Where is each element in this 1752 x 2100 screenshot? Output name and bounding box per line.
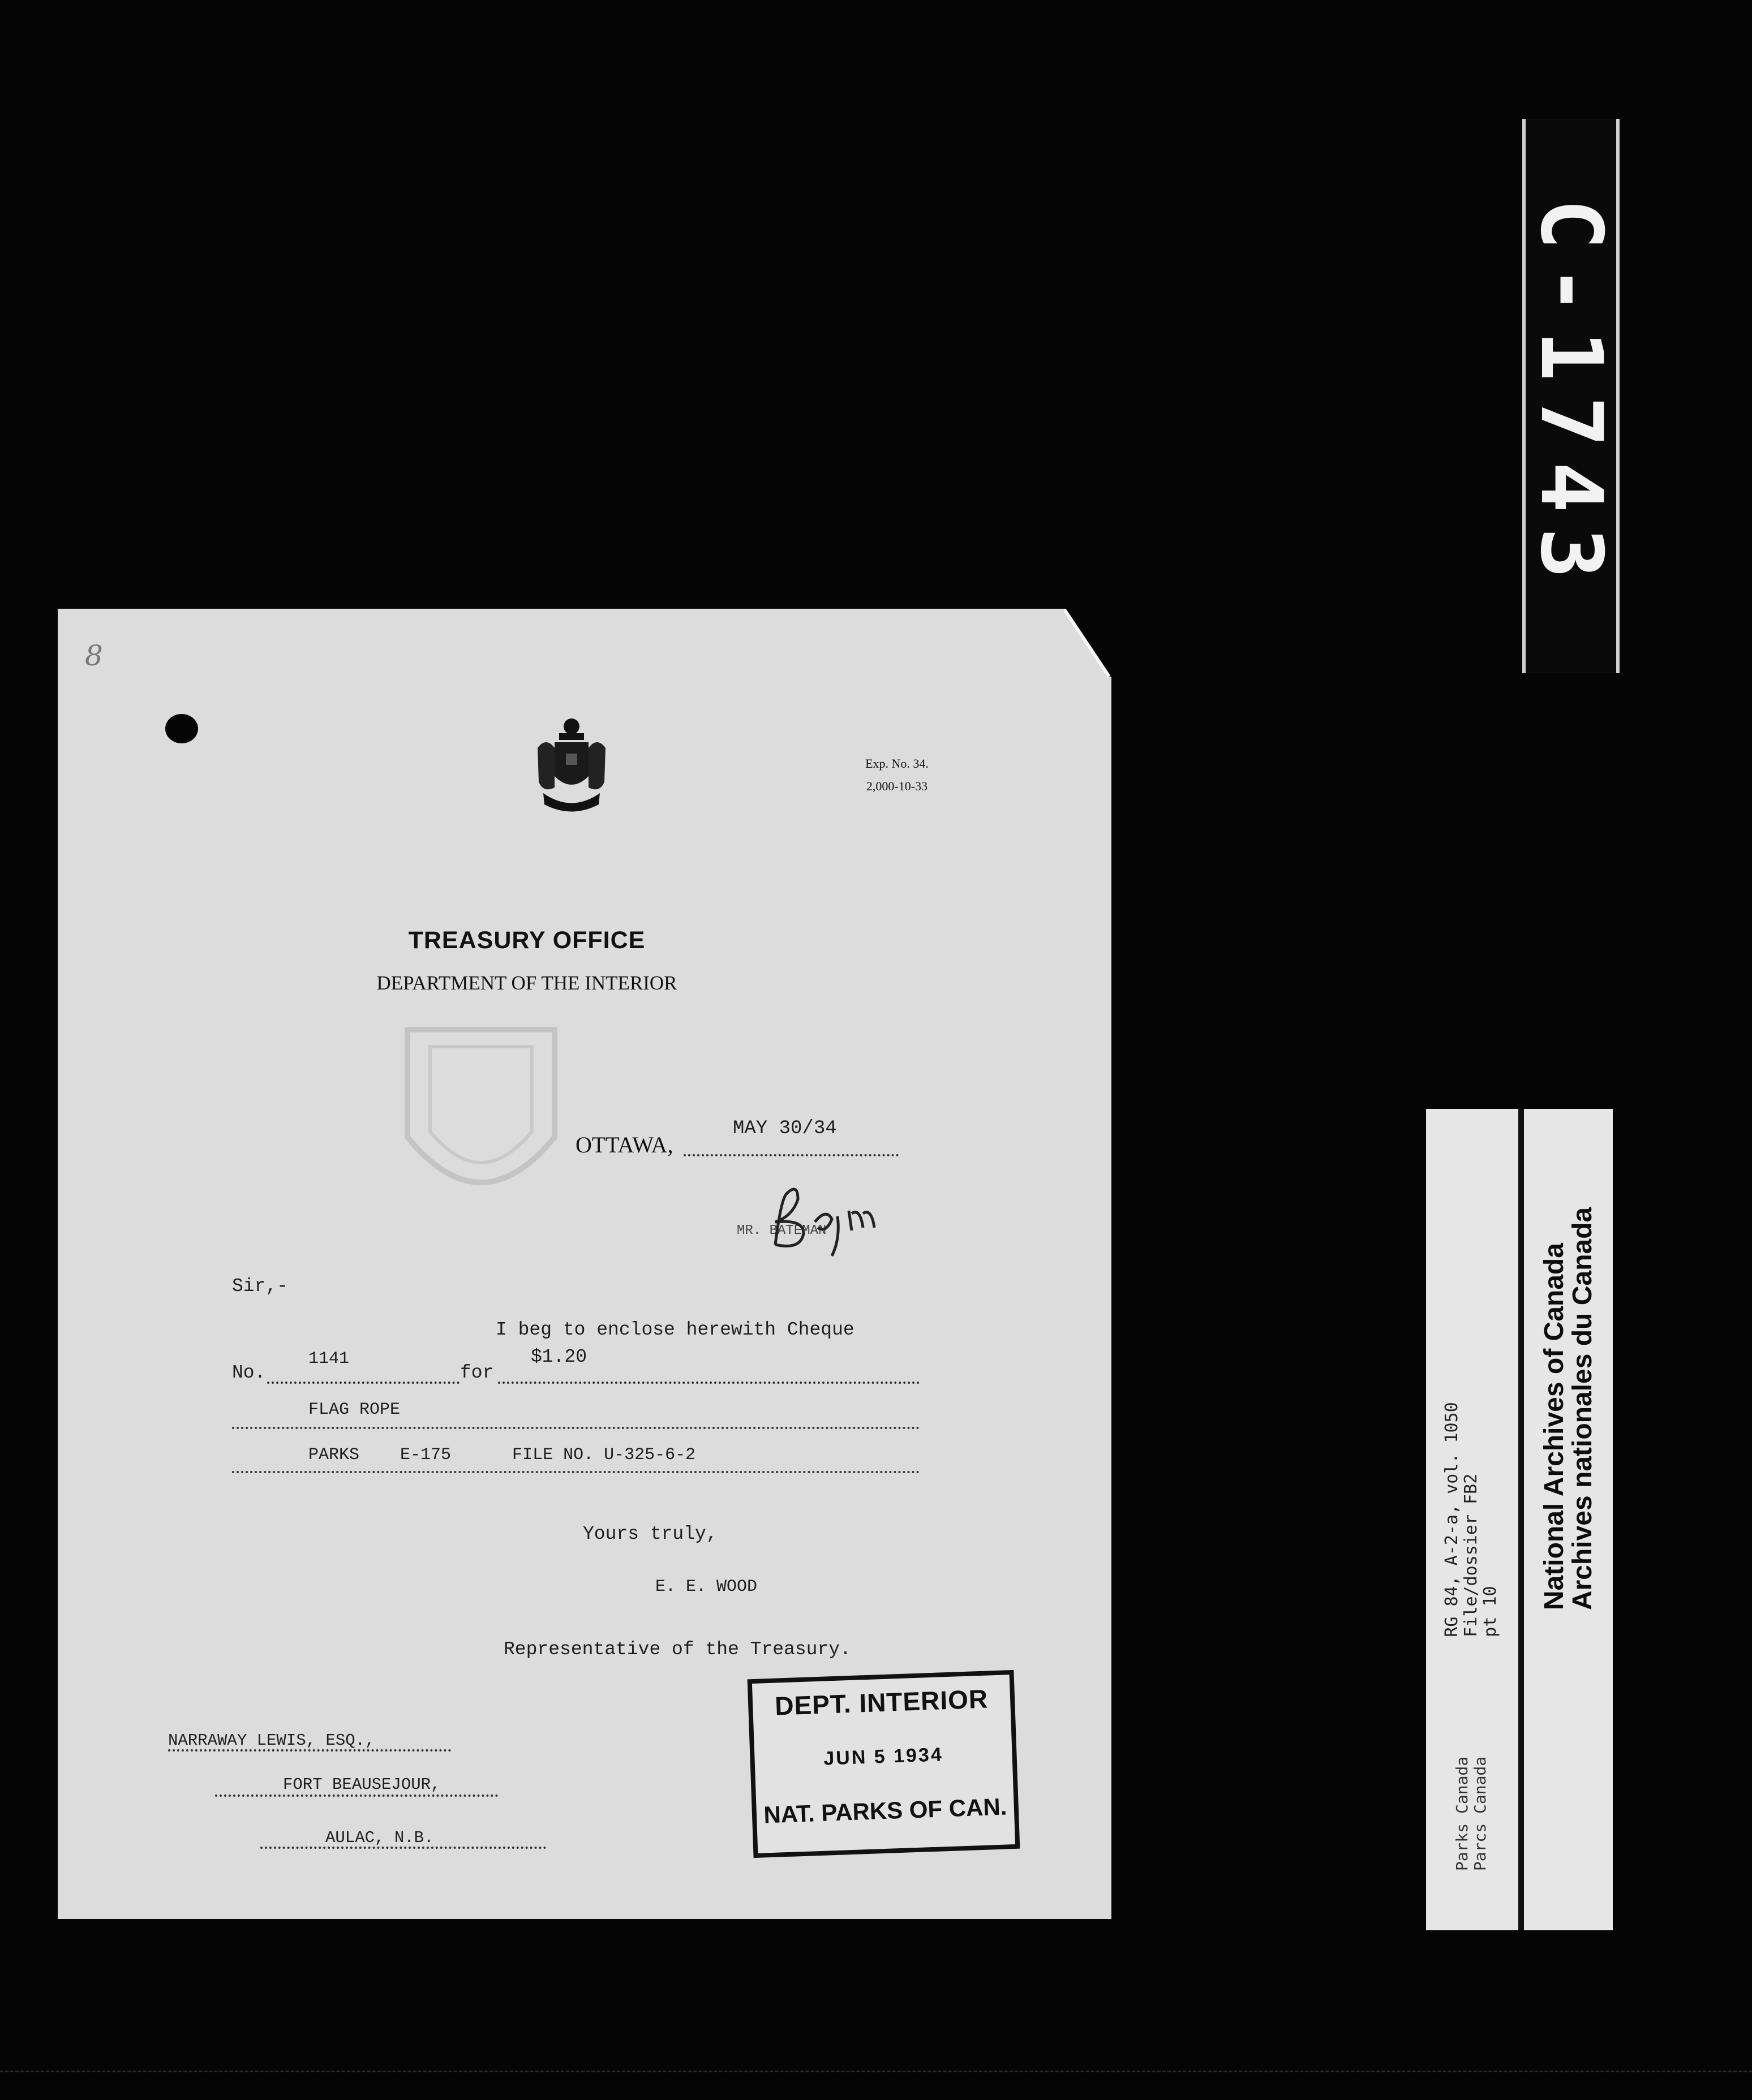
address-rule [260, 1847, 546, 1849]
signer-title: Representative of the Treasury. [504, 1639, 851, 1660]
label-divider [1518, 1109, 1524, 1930]
for-label: for [460, 1362, 494, 1383]
form-number-line: Exp. No. 34. [865, 756, 929, 771]
address-rule [168, 1749, 451, 1752]
archives-name [1524, 1109, 1613, 1709]
cheque-number-rule [267, 1382, 460, 1384]
address-line: FORT BEAUSEJOUR, [283, 1775, 441, 1794]
office-title: TREASURY OFFICE [408, 927, 646, 954]
reference-line: PARKS E-175 FILE NO. U-325-6-2 [308, 1445, 696, 1465]
citation-line: RG 84, A-2-a, vol. 1050 [1442, 1402, 1462, 1637]
enclosure-sentence: I beg to enclose herewith Cheque [496, 1319, 854, 1340]
letter-date: MAY 30/34 [733, 1118, 837, 1139]
amount-rule [498, 1382, 920, 1384]
stamp-branch: NAT. PARKS OF CAN. [763, 1793, 1008, 1828]
coat-of-arms-icon [532, 714, 611, 816]
reel-number: C-1743 [1522, 199, 1620, 593]
address-rule [215, 1795, 498, 1797]
cheque-number: 1141 [308, 1349, 350, 1369]
form-number-line: 2,000-10-33 [866, 779, 928, 793]
salutation: Sir,- [232, 1276, 289, 1297]
archives-name-fr: Archives nationales du Canada [1567, 1207, 1598, 1611]
date-rule [684, 1154, 899, 1156]
agency-credit [1426, 1697, 1517, 1930]
archives-name-en: National Archives of Canada [1539, 1243, 1569, 1611]
shield-watermark-icon [396, 1013, 566, 1228]
reference-rule [232, 1471, 920, 1473]
film-edge [0, 2071, 1752, 2079]
agency-en: Parks Canada [1453, 1756, 1471, 1871]
department-name: DEPARTMENT OF THE INTERIOR [376, 972, 677, 994]
stamp-date: JUN 5 1934 [823, 1744, 944, 1770]
corner-mark: 8 [85, 639, 103, 672]
place-label: OTTAWA, [576, 1132, 673, 1157]
closing: Yours truly, [583, 1524, 718, 1544]
reel-number-strip [1522, 119, 1620, 673]
item-description: FLAG ROPE [308, 1400, 401, 1419]
agency-fr: Parcs Canada [1471, 1756, 1489, 1871]
recipient-name: MR. BATEMAN [737, 1223, 827, 1238]
cheque-amount: $1.20 [531, 1346, 587, 1367]
citation-line: pt 10 [1480, 1586, 1500, 1637]
received-stamp [748, 1670, 1020, 1858]
stamp-department: DEPT. INTERIOR [774, 1684, 989, 1721]
address-line: AULAC, N.B. [325, 1828, 434, 1847]
form-number [843, 752, 951, 798]
address-line: NARRAWAY LEWIS, ESQ., [168, 1731, 375, 1750]
citation-line: File/dossier FB2 [1461, 1473, 1481, 1637]
signer-name: E. E. WOOD [655, 1577, 758, 1596]
cheque-number-label: No. [232, 1362, 266, 1383]
description-rule [232, 1427, 920, 1429]
folded-corner [1064, 609, 1120, 677]
punch-hole [165, 714, 198, 743]
initials-signature [753, 1177, 900, 1262]
